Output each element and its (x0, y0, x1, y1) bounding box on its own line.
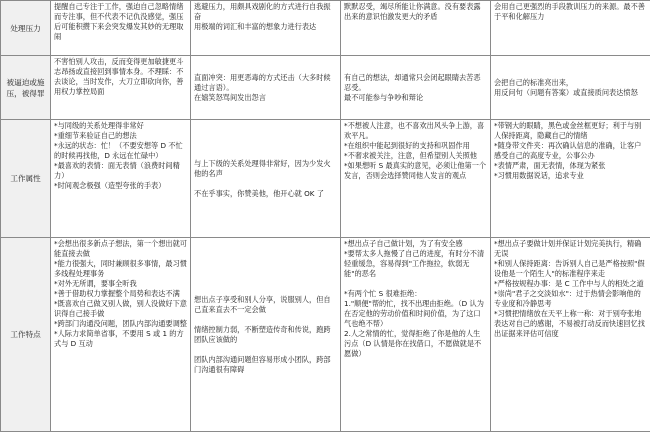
table-cell (191, 120, 341, 238)
table-cell (191, 238, 341, 432)
table-cell (491, 1, 650, 56)
cell-text: 与上下级的关系处理得非常好，因为少发火他的名声 (194, 158, 331, 178)
row-header-pressured: 被逼迫或施压，被得罪 (1, 56, 51, 120)
spacer (194, 179, 337, 189)
spacer (194, 315, 337, 325)
table-cell (491, 238, 650, 432)
cell-text: *不想被人注意，也不喜欢出风头争上游，喜欢平凡。 (344, 121, 485, 140)
cell-text: 在嬉笑怒骂间发出怨言 (194, 92, 266, 102)
row-header-work-attributes: 工作属性 (1, 120, 51, 238)
table-cell (341, 1, 491, 56)
table-cell (491, 56, 650, 120)
table-cell (341, 56, 491, 120)
cell-text: *想出点子要做计划并保证计划完美执行，精确无误 (494, 239, 642, 258)
cell-text: *严格按规程办事：是 C 工作中与人的相处之道 (494, 279, 644, 288)
cell-text: *表情严肃，面无表情，体现为紧张 (494, 161, 606, 170)
cell-text: 会把自己的标准亮出来， (494, 77, 574, 87)
table-cell (191, 1, 341, 56)
cell-text: *善于借助权力掌握整个局势和表达不满 (54, 289, 180, 298)
cell-text: 想出点子享受和别人分享，说服别人，但自己直来直去不一定会做 (194, 294, 331, 314)
cell-text: *在组织中能起到很好的支持和巩固作用 (344, 141, 470, 150)
row-header-work-traits: 工作特点 (1, 238, 51, 432)
cell-text: *跨部门沟通没问题，团队内部沟通要调整 (54, 319, 187, 328)
table-cell (491, 120, 650, 238)
cell-text: 团队内部沟通问题但容易形成小团队，跨部门沟通很有障碍 (194, 354, 331, 374)
cell-text: *要帮太多人拖慢了自己的进度，有时分不清轻重缓急，容易得到"工作拖拉，软弱无能"的恶名 (344, 249, 485, 278)
cell-text: 不在乎事实，你赞美他，他开心就 OK 了 (194, 188, 324, 198)
cell-text: *有两个忙 S 很难拒绝： (344, 289, 422, 298)
spacer (344, 279, 487, 289)
cell-text: *如果想听 S 最真实的意见，必须让他第一个发言，否则会选择赞同他人发言的观点 (344, 161, 487, 180)
cell-text: 最不可能参与争吵和辩论 (344, 92, 424, 102)
cell-text: 情绪控制力弱，不断塑造传奇和传说，跑跨团队应该做的 (194, 324, 331, 344)
spacer (194, 345, 337, 355)
cell-text: *既喜欢自己做又别人做，别人没做好下意识得自己接手做 (54, 299, 187, 318)
cell-text: 默默忍受，竭尽所能让你满意。没有要表露出来的意识怕激发更大的矛盾 (344, 2, 481, 21)
table-cell (191, 56, 341, 120)
cell-text: *永远的状态：忙！（不要安想等 D 不忙的时候再找他，D 永远在忙碌中） (54, 141, 183, 160)
table-cell (341, 120, 491, 238)
cell-text: 直面冲突：用更恶毒的方式还击（大多时候通过言语）。 (194, 72, 331, 92)
cell-text: 不害怕别人攻击，反而变得更加敏捷更斗志昂扬或直接回到事情本身。不理睬：不去谈论，当时发作，大刀立即砍向你，善用权力掌控局面 (54, 57, 184, 96)
cell-text: 1."顺便"帮的忙，找不出理由拒绝。（D 认为在否定他的劳动价值和时间价值，为了这口气也绝不帮） (344, 299, 484, 328)
cell-text: 用极端的词汇和丰富的想象力进行表达 (194, 22, 317, 31)
cell-text: 提醒自己专注于工作，强迫自己忽略情绪而专注事，但不代表不记仇没感觉，强压后可能积攒下来会突发爆发其妙的无理取闹 (54, 2, 184, 41)
cell-text: 会用自己更强烈的手段教训压力的来源。最不善于平和化解压力 (494, 2, 645, 21)
table-cell (51, 238, 191, 432)
cell-text: *带钢大的眼睛，黑色或金丝框更好；利于与别人保持距离，隐藏自己的情绪 (494, 121, 642, 140)
row-header-pressure: 处理压力 (1, 1, 51, 56)
cell-text: *与同级的关系处理得非常好 (54, 121, 144, 130)
table-cell (51, 120, 191, 238)
cell-text: *对外无所谓，要事全听我 (54, 279, 137, 288)
table-row (1, 56, 650, 120)
cell-text: *习惯用数据说话，追求专业 (494, 171, 584, 180)
cell-text: 2.人之常情的忙，觉得拒绝了你是他的人生污点（D 认情是你在找借口，不愿做就是不愿做） (344, 329, 482, 358)
table-cell (51, 1, 191, 56)
cell-text: *想出点子自己做计划，为了有安全感 (344, 239, 463, 248)
cell-text: *随身带文件夹：再次确认信息的准确，让客户感受自己的高度专业，公事公办 (494, 141, 642, 160)
cell-text: *人际力求简单省事，不要用 S 或 1 的方式与 D 互动 (54, 329, 184, 348)
cell-text: *不奢求被关注，注意，但希望别人关照他 (344, 151, 477, 160)
cell-text: *习惯把情绪放在天平上称一称：对于别夸张地表达对自己的感谢，不易被打动反而快速回忆找出证据来评估可信度 (494, 309, 645, 338)
cell-text: 有自己的想法，却通常只会闭起眼睛去苦恶忍受。 (344, 72, 481, 92)
table-row (1, 238, 650, 432)
cell-text: *时间观念极强（造型夸张的手表） (54, 181, 166, 190)
cell-text: *最喜欢的表情：面无表情（浪费时间精力） (54, 161, 180, 180)
table-cell (341, 238, 491, 432)
table-cell (51, 56, 191, 120)
cell-text: *和别人保持距离：告诉别人自己是严格按照"假设他是一个陌生人"的标准程序来走 (494, 259, 645, 278)
table-row (1, 120, 650, 238)
cell-text: *重细节来验证自己的想法 (54, 131, 137, 140)
cell-text: 逃避压力，用颇具戏剧化的方式进行自我振奋 (194, 2, 331, 21)
cell-text: 用反问句（问题有答案）或直接质问表达愤怒 (494, 87, 638, 97)
cell-text: *能力很强大，同时兼顾很多事情，最习惯多线程处理事务 (54, 259, 187, 278)
cell-text: *崇尚"君子之交淡如水"：过于热情会影响他的专业度和冷静思考 (494, 289, 641, 308)
cell-text: *会想出很多新点子想法，第一个想出就可能直接去做 (54, 239, 187, 258)
table-row (1, 1, 650, 56)
